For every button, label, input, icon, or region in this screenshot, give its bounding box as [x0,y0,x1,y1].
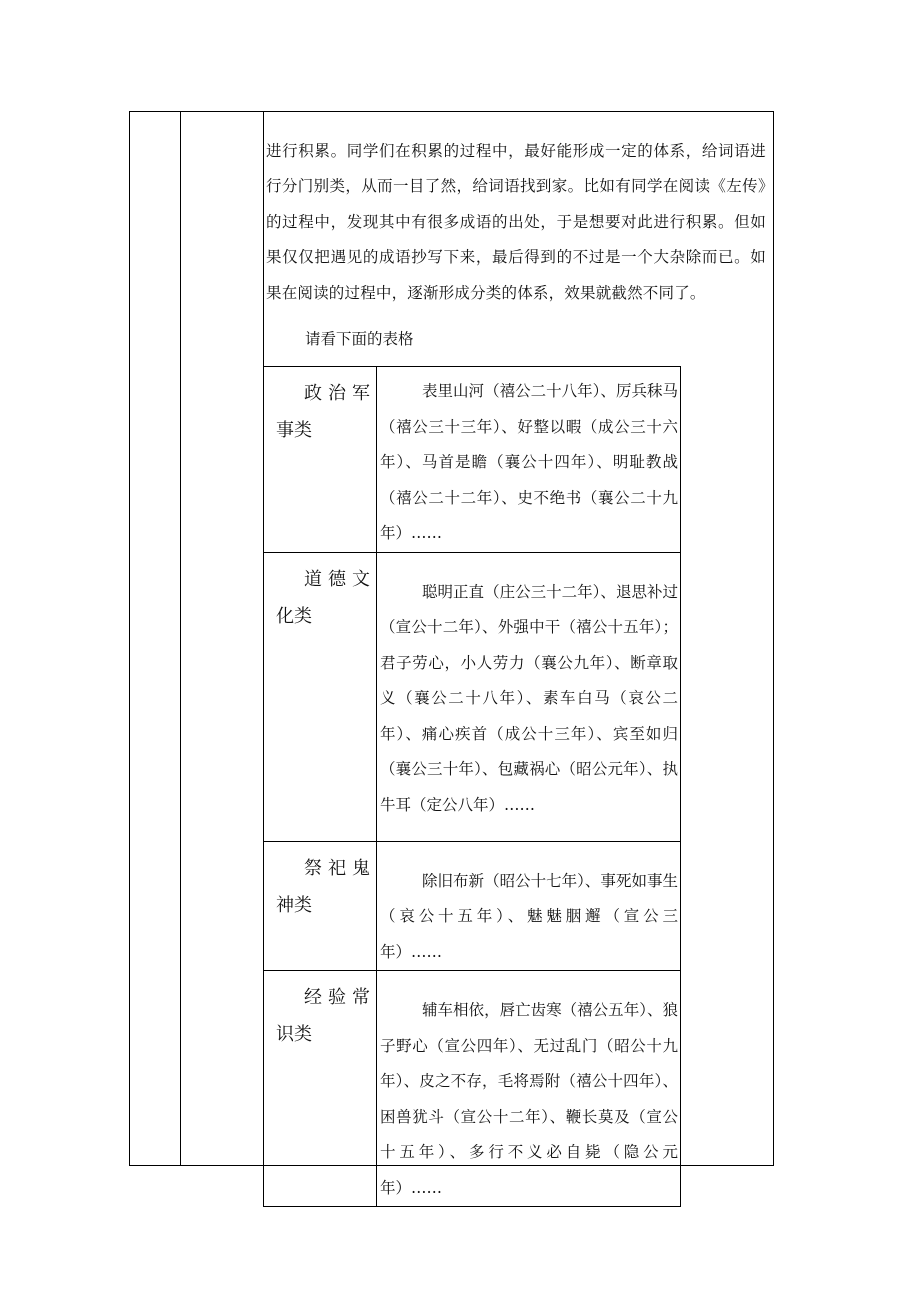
table-row [264,367,681,553]
idioms-text: 辅车相依，唇亡齿寒（禧公五年）、狼子野心（宣公四年）、无过乱门（昭公十九年）、皮之不存，毛将焉附（禧公十四年）、困兽犹斗（宣公十二年）、鞭长莫及（宣公十五年）、多行不义必自毙（隐公元年）…… [380,1001,678,1197]
intro-paragraph: 进行积累。同学们在积累的过程中，最好能形成一定的体系，给词语进行分门别类，从而一目了然，给词语找到家。比如有同学在阅读《左传》的过程中，发现其中有很多成语的出处，于是想要对此进行积累。但如果仅仅把遇见的成语抄写下来，最后得到的不过是一个大杂除而已。如果在阅读的过程中，逐渐形成分类的体系，效果就截然不同了。 [266,142,766,302]
category-cell [264,367,377,553]
table-row [264,841,681,971]
category-label-line1: 道德文 [304,568,376,590]
idioms-text: 聪明正直（庄公三十二年）、退思补过（宣公十二年）、外强中干（禧公十五年）；君子劳心，小人劳力（襄公九年）、断章取义（襄公二十八年）、素车白马（哀公二年）、痛心疾首（成公十三年）、宾至如归（襄公三十年）、包藏祸心（昭公元年）、执牛耳（定公八年）…… [380,582,678,814]
category-cell [264,971,377,1207]
idioms-cell [377,552,681,841]
table-intro-note: 请看下面的表格 [305,330,414,348]
category-label-line2: 事类 [276,420,312,441]
table-row [264,552,681,841]
category-label-line2: 神类 [276,894,312,916]
category-label-line1: 政治军 [304,383,376,404]
category-cell [264,552,377,841]
idioms-text: 表里山河（禧公二十八年）、厉兵秣马（禧公三十三年）、好整以暇（成公三十六年）、马首是瞻（襄公十四年）、明耻教战（禧公二十二年）、史不绝书（襄公二十九年）…… [380,382,678,542]
idioms-cell [377,971,681,1207]
outer-table [129,111,774,1197]
idioms-cell [377,367,681,553]
category-label-line1: 祭祀鬼 [304,857,376,879]
category-label-line2: 识类 [276,1024,312,1045]
category-label-line2: 化类 [276,605,312,627]
category-label-line1: 经验常 [304,987,376,1008]
idioms-cell [377,841,681,971]
category-cell [264,841,377,971]
idiom-category-table [263,366,681,1207]
column-divider-1 [180,112,181,1165]
content-cell [266,134,766,311]
table-row [264,971,681,1207]
idioms-text: 除旧布新（昭公十七年）、事死如事生（哀公十五年）、魅魅胭邂（宣公三年）…… [380,871,678,961]
